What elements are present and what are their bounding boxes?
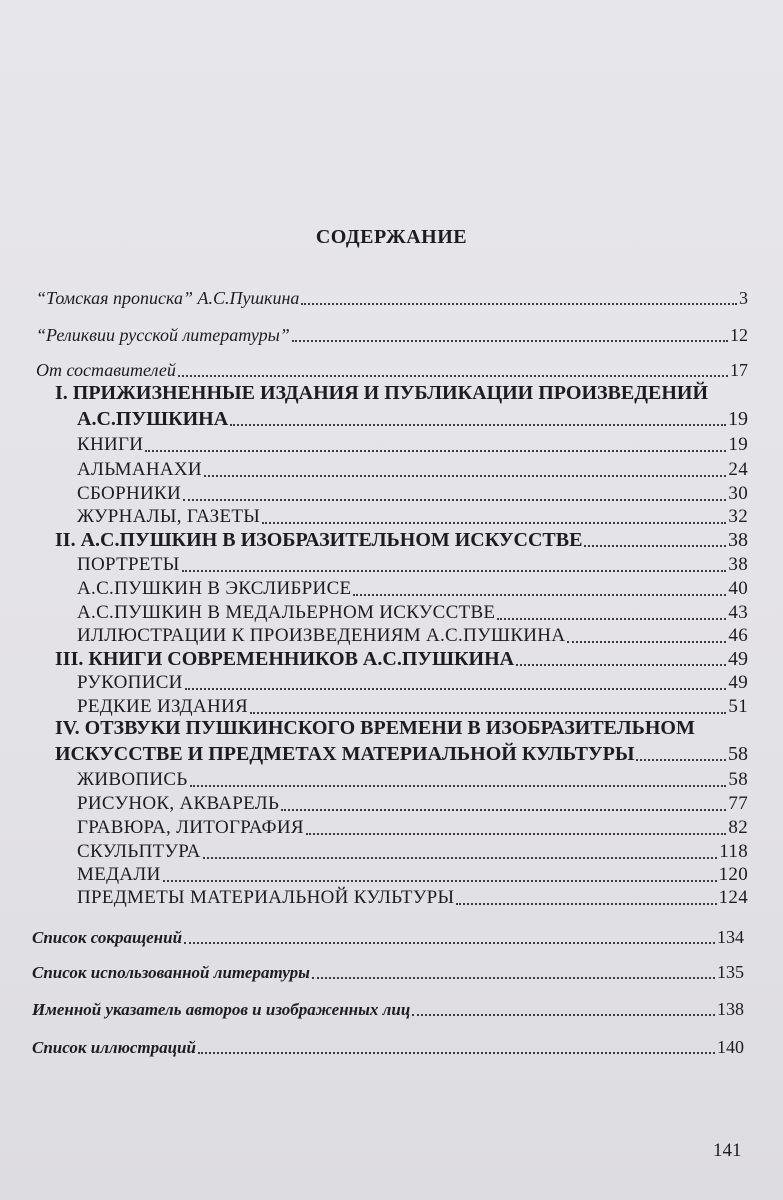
toc-entry-label: СБОРНИКИ [77, 483, 181, 504]
toc-entry-label: Список использованной литературы [32, 963, 310, 982]
section-1-title-line1: I. ПРИЖИЗНЕННЫЕ ИЗДАНИЯ И ПУБЛИКАЦИИ ПРОИЗВЕДЕНИЙ [55, 382, 709, 404]
toc-entry-page: 124 [718, 887, 748, 908]
toc-entry-label: А.С.ПУШКИНА [77, 408, 229, 430]
leader-dots [516, 664, 726, 666]
toc-entry-label: ПРЕДМЕТЫ МАТЕРИАЛЬНОЙ КУЛЬТУРЫ [77, 887, 455, 908]
toc-entry-label: КНИГИ [77, 434, 144, 455]
leader-dots [456, 903, 716, 905]
toc-entry-label: II. А.С.ПУШКИН В ИЗОБРАЗИТЕЛЬНОМ ИСКУССТВЕ [55, 529, 583, 551]
toc-entry-ekslibris [77, 576, 748, 602]
leader-dots [204, 475, 726, 477]
toc-entry-page: 24 [728, 459, 748, 480]
leader-dots [198, 1052, 715, 1054]
toc-entry-page: 46 [728, 625, 748, 646]
toc-entry-page: 12 [730, 325, 748, 345]
toc-entry-page: 40 [728, 578, 748, 599]
toc-entry-rukopisi [77, 670, 748, 696]
leader-dots [190, 785, 727, 787]
toc-entry-label: МЕДАЛИ [77, 864, 161, 885]
toc-entry-label: ИСКУССТВЕ И ПРЕДМЕТАХ МАТЕРИАЛЬНОЙ КУЛЬТУРЫ [55, 743, 635, 765]
leader-dots [584, 545, 726, 547]
toc-entry-page: 120 [718, 864, 748, 885]
toc-entry-spisok-illyustratsiy [32, 1034, 744, 1060]
toc-entry-page: 43 [728, 602, 748, 623]
section-1-entry [77, 406, 748, 432]
toc-entry-tomsk-propiska [36, 285, 748, 311]
leader-dots [306, 833, 727, 835]
toc-entry-label: ИЛЛЮСТРАЦИИ К ПРОИЗВЕДЕНИЯМ А.С.ПУШКИНА [77, 625, 566, 646]
section-2-entry [55, 527, 748, 553]
toc-entry-predmety [77, 885, 748, 911]
toc-entry-label: ПОРТРЕТЫ [77, 554, 180, 575]
toc-entry-page: 51 [728, 696, 748, 717]
leader-dots [262, 522, 726, 524]
toc-entry-knigi [77, 432, 748, 458]
toc-entry-zhivopis [77, 767, 748, 793]
toc-entry-label: А.С.ПУШКИН В ЭКСЛИБРИСЕ [77, 578, 352, 599]
toc-entry-label: АЛЬМАНАХИ [77, 459, 202, 480]
toc-entry-label: Именной указатель авторов и изображенных лиц [32, 1000, 411, 1019]
toc-entry-gravyura [77, 815, 748, 841]
toc-entry-page: 3 [739, 288, 748, 308]
leader-dots [292, 340, 728, 342]
leader-dots [497, 618, 726, 620]
toc-entry-spisok-sokrashcheniy [32, 924, 744, 950]
section-3-entry [55, 646, 748, 672]
toc-entry-page: 19 [728, 408, 748, 430]
toc-entry-label: А.С.ПУШКИН В МЕДАЛЬЕРНОМ ИСКУССТВЕ [77, 602, 496, 623]
toc-entry-page: 49 [728, 672, 748, 693]
leader-dots [203, 857, 718, 859]
section-4-title-line1: IV. ОТЗВУКИ ПУШКИНСКОГО ВРЕМЕНИ В ИЗОБРАЗИТЕЛЬНОМ [55, 717, 695, 739]
leader-dots [184, 942, 715, 944]
toc-entry-imennoy-ukazatel [32, 996, 744, 1022]
toc-entry-portrety [77, 552, 748, 578]
toc-entry-label: “Реликвии русской литературы” [36, 325, 290, 345]
toc-entry-label: Список иллюстраций [32, 1038, 196, 1057]
toc-entry-page: 77 [728, 793, 748, 814]
toc-entry-page: 58 [728, 769, 748, 790]
toc-entry-page: 38 [728, 554, 748, 575]
page-title: СОДЕРЖАНИЕ [315, 226, 468, 248]
leader-dots [145, 450, 726, 452]
toc-entry-label: ГРАВЮРА, ЛИТОГРАФИЯ [77, 817, 304, 838]
toc-entry-label: РЕДКИЕ ИЗДАНИЯ [77, 696, 248, 717]
toc-entry-page: 58 [728, 743, 748, 765]
leader-dots [636, 759, 726, 761]
leader-dots [230, 424, 726, 426]
toc-entry-page: 135 [717, 962, 744, 982]
toc-entry-label: III. КНИГИ СОВРЕМЕННИКОВ А.С.ПУШКИНА [55, 648, 515, 670]
toc-entry-risunok [77, 791, 748, 817]
leader-dots [183, 499, 726, 501]
toc-entry-page: 82 [728, 817, 748, 838]
toc-entry-almanakhi [77, 457, 748, 483]
leader-dots [412, 1014, 715, 1016]
toc-entry-page: 17 [730, 360, 748, 380]
toc-entry-label: ЖУРНАЛЫ, ГАЗЕТЫ [77, 506, 261, 527]
toc-entry-page: 19 [728, 434, 748, 455]
leader-dots [301, 303, 737, 305]
leader-dots [353, 594, 726, 596]
toc-entry-relikvii [36, 322, 748, 348]
leader-dots [182, 570, 727, 572]
toc-entry-label: Список сокращений [32, 928, 183, 947]
toc-entry-page: 140 [717, 1037, 744, 1057]
toc-entry-page: 49 [728, 648, 748, 670]
toc-entry-page: 134 [717, 927, 744, 947]
toc-entry-page: 32 [728, 506, 748, 527]
page-number: 141 [713, 1140, 742, 1161]
leader-dots [178, 375, 728, 377]
leader-dots [312, 977, 715, 979]
toc-entry-page: 38 [728, 529, 748, 551]
toc-entry-page: 138 [717, 999, 744, 1019]
leader-dots [281, 809, 726, 811]
leader-dots [250, 712, 726, 714]
section-4-entry [55, 741, 748, 767]
toc-entry-label: РУКОПИСИ [77, 672, 183, 693]
toc-entry-spisok-literatury [32, 959, 744, 985]
toc-entry-label: “Томская прописка” А.С.Пушкина [36, 288, 300, 308]
toc-entry-label: ЖИВОПИСЬ [77, 769, 188, 790]
toc-entry-label: СКУЛЬПТУРА [77, 841, 201, 862]
toc-entry-label: От составителей [36, 360, 176, 380]
toc-entry-page: 118 [719, 841, 748, 862]
leader-dots [185, 688, 727, 690]
leader-dots [163, 880, 717, 882]
toc-entry-label: РИСУНОК, АКВАРЕЛЬ [77, 793, 280, 814]
toc-entry-page: 30 [728, 483, 748, 504]
leader-dots [567, 641, 726, 643]
